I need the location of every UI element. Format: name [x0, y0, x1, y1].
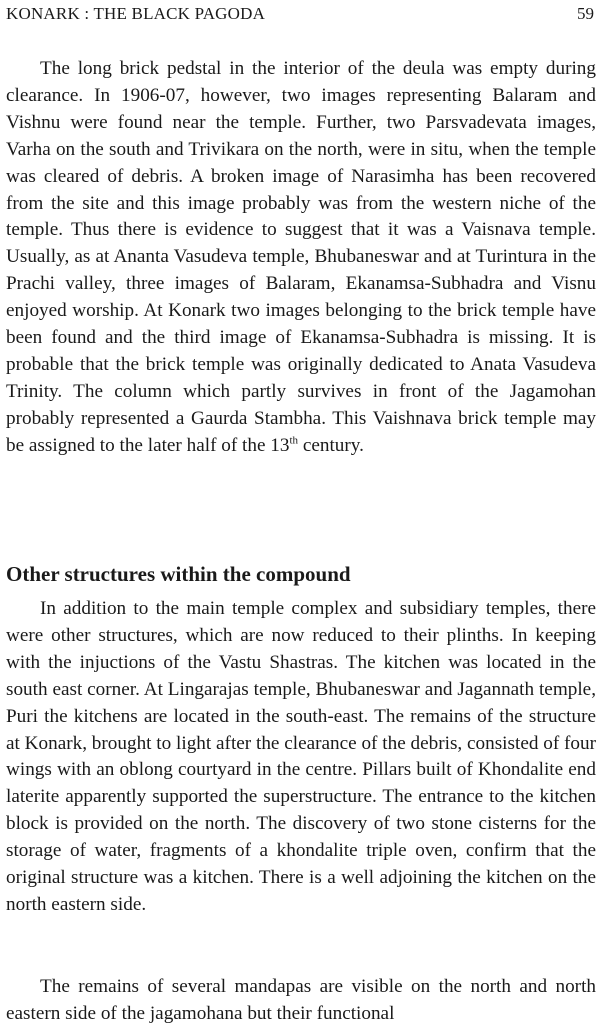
paragraph-brick-temple	[6, 56, 596, 460]
section-heading: Other structures within the compound	[6, 562, 351, 586]
ordinal-superscript: th	[289, 434, 299, 447]
running-header-title: KONARK : THE BLACK PAGODA	[6, 4, 266, 23]
paragraph-text: The long brick pedstal in the interior of the deula was empty during clearance. In 1906-07, however, two images representing Balaram and Vishnu were found near the temple. Further, two Parsvadevata images, Varha on the south and Trivikara on the north, were in situ, when the temple was cleared of debris. A broken image of Narasimha has been recovered from the site and this image probably was from the western niche of the temple. Thus there is evidence to suggest that it was a Vaisnava temple. Usually, as at Ananta Vasudeva temple, Bhubaneswar and at Turintura in the Prachi valley, three images of Balaram, Ekanamsa-Subhadra and Visnu enjoyed worship. At Konark two images belonging to the brick temple have been found and the third image of Ekanamsa-Subhadra is missing. It is probable that the brick temple was originally dedicated to Anata Vasudeva Trinity. The column which partly survives in front of the Jagamohan probably represented a Gaurda Stambha. This Vaishnava brick temple may be assigned to the later half of the 13	[6, 58, 596, 456]
paragraph-kitchen: In addition to the main temple complex and subsidiary temples, there were other structures, which are now reduced to their plinths. In keeping with the injuctions of the Vastu Shastras. The kitchen was located in the south east corner. At Lingarajas temple, Bhubaneswar and Jagannath temple, Puri the kitchens are located in the south-east. The remains of the structure at Konark, brought to light after the clearance of the debris, consisted of four wings with an oblong courtyard in the centre. Pillars built of Khondalite end laterite apparently supported the superstructure. The entrance to the kitchen block is provided on the north. The discovery of two stone cisterns for the storage of water, fragments of a khondalite triple oven, confirm that the original structure was a kitchen. There is a well adjoining the kitchen on the north eastern side.	[6, 598, 596, 915]
paragraph-mandapas: The remains of several mandapas are visible on the north and north eastern side of the jagamohana but their functional	[6, 976, 596, 1024]
page-number: 59	[577, 4, 594, 23]
paragraph-tail: century.	[298, 434, 364, 456]
